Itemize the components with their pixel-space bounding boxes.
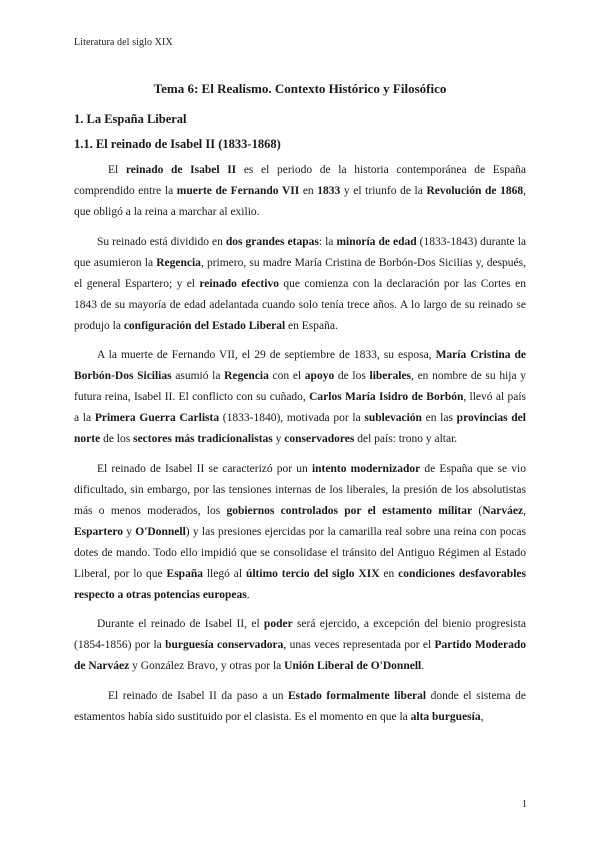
text-run: , que obligó a la reina a marchar al exilio. — [74, 185, 526, 218]
emphasis-text: burguesía conservadora — [165, 639, 284, 651]
emphasis-text: alta burguesía — [410, 710, 481, 723]
section-heading: 1. La España Liberal — [74, 112, 187, 126]
emphasis-text: sectores más tradicionalistas — [133, 433, 273, 445]
running-header: Literatura del siglo XIX — [74, 37, 173, 48]
emphasis-text: reinado de Isabel II — [125, 164, 237, 176]
text-run: El reinado de Isabel II da paso a un — [108, 689, 288, 702]
emphasis-text: apoyo — [304, 370, 335, 382]
text-run: y el triunfo de la — [340, 185, 427, 197]
text-run: , unas veces representada por el — [283, 639, 435, 651]
emphasis-text: gobiernos controlados por el estamento militar — [226, 504, 473, 517]
text-run: que comienza con la declaración por las Cortes en 1843 de su mayoría de edad adelantada cuando solo tenía trece años. A lo largo de su reinado se produjo la — [74, 277, 526, 332]
page-number: 1 — [522, 799, 527, 810]
text-run: llegó al — [202, 567, 246, 580]
text-run: en las — [421, 412, 457, 424]
text-run: (1833-1840), motivada por la — [219, 412, 365, 424]
subsection-heading: 1.1. El reinado de Isabel II (1833-1868) — [74, 137, 281, 151]
emphasis-text: provincias del norte — [74, 412, 526, 445]
text-run: será ejercido, a excepción del bienio progresista (1854-1856) por la — [74, 618, 527, 651]
text-run: El reinado de Isabel II se caracterizó por un — [97, 462, 312, 475]
emphasis-text: conservadores — [284, 433, 355, 445]
emphasis-text: liberales — [369, 370, 412, 382]
emphasis-text: 1833 — [317, 185, 341, 197]
emphasis-text: María Cristina de Borbón-Dos Sicilias — [74, 349, 527, 382]
page-title: Tema 6: El Realismo. Contexto Histórico y Filosófico — [153, 81, 447, 96]
text-run: Su reinado está dividido en — [97, 235, 226, 248]
paragraph — [74, 232, 526, 337]
text-run: del país: trono y altar. — [354, 433, 458, 445]
text-run: es el periodo de la historia contemporánea de España comprendido entre la — [74, 164, 526, 197]
body-text — [74, 160, 526, 736]
text-run: con el — [268, 370, 305, 382]
text-run: El — [108, 164, 126, 176]
emphasis-text: dos grandes etapas — [225, 235, 319, 248]
emphasis-text: Partido Moderado de Narváez — [74, 639, 527, 672]
paragraph — [74, 614, 526, 677]
emphasis-text: O'Donnell — [135, 525, 186, 538]
text-run: , llevó al país a la — [74, 391, 526, 424]
emphasis-text: España — [166, 567, 203, 580]
text-run: (1833-1843) durante la que asumieron la — [74, 235, 527, 269]
text-run: ( — [472, 504, 483, 517]
text-run: : la — [318, 235, 337, 248]
text-run: , en nombre de su hija y futura reina, Isabel II. El conflicto con su cuñado, — [74, 370, 526, 403]
text-run: Durante el reinado de Isabel II, el — [97, 618, 264, 630]
emphasis-text: condiciones desfavorables respecto a otras potencias europeas — [74, 567, 526, 601]
emphasis-text: intento modernizador — [311, 462, 421, 475]
emphasis-text: reinado efectivo — [199, 277, 279, 290]
text-run: asumió la — [171, 370, 225, 382]
text-run: de los — [334, 370, 370, 382]
emphasis-text: Espartero — [74, 525, 123, 538]
emphasis-text: minoría de edad — [336, 235, 417, 248]
text-run: en — [299, 185, 318, 197]
emphasis-text: Carlos María Isidro de Borbón — [309, 391, 464, 403]
emphasis-text: último tercio del siglo XIX — [245, 567, 380, 580]
paragraph — [74, 160, 526, 223]
text-run: en — [379, 567, 399, 580]
paragraph — [74, 459, 526, 606]
text-run: . — [421, 660, 425, 672]
emphasis-text: Estado formalmente liberal — [288, 689, 427, 702]
emphasis-text: Primera Guerra Carlista — [94, 412, 220, 424]
text-run: y — [272, 433, 285, 445]
emphasis-text: configuración del Estado Liberal — [123, 319, 286, 332]
text-run: , — [480, 710, 484, 723]
text-run: de los — [100, 433, 134, 445]
emphasis-text: Narváez — [482, 504, 524, 517]
text-run: y González Bravo, y otras por la — [129, 660, 285, 672]
text-run: de España que se vio dificultado, sin embargo, por las tensiones internas de los liberales, la presión de los absolutistas más o menos moderados, los — [74, 462, 526, 517]
text-run: , primero, su madre María Cristina de Borbón-Dos Sicilias y, después, el general Espartero; y el — [74, 256, 526, 290]
text-run: y — [122, 525, 136, 538]
emphasis-text: muerte de Fernando VII — [176, 185, 300, 197]
text-run: . — [246, 588, 250, 601]
emphasis-text: Regencia — [156, 256, 201, 269]
emphasis-text: Regencia — [224, 370, 269, 382]
text-run: donde el sistema de estamentos había sido sustituido por el clasista. Es el momento en que la — [74, 689, 526, 723]
emphasis-text: poder — [263, 618, 293, 630]
paragraph — [74, 686, 526, 728]
text-run: A la muerte de Fernando VII, el 29 de septiembre de 1833, su esposa, — [97, 349, 436, 361]
text-run: ) y las presiones ejercidas por la camarilla real sobre una reina con pocas dotes de mando. Todo ello impidió que se consolidase el tránsito del Antiguo Régimen al Estado Liberal, por lo que — [74, 525, 526, 580]
paragraph — [74, 345, 526, 450]
text-run: en España. — [285, 319, 338, 332]
emphasis-text: Unión Liberal de O'Donnell — [284, 660, 422, 672]
text-run: , — [523, 504, 526, 517]
emphasis-text: sublevación — [364, 412, 422, 424]
emphasis-text: Revolución de 1868 — [426, 185, 524, 197]
